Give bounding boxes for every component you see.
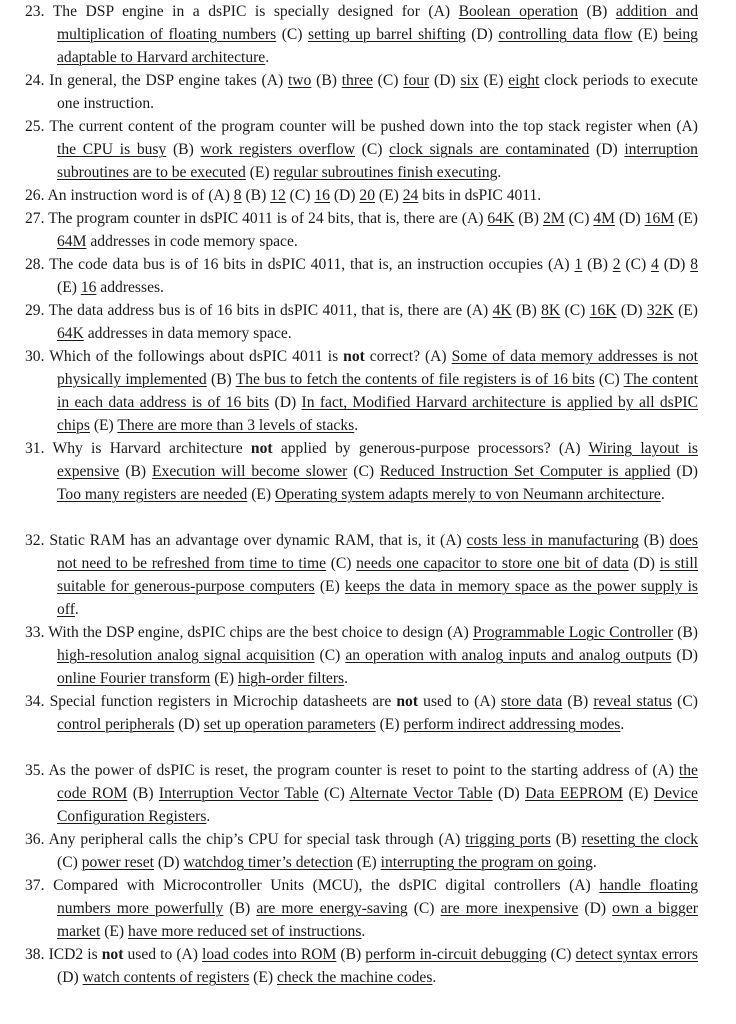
question-text: .: [206, 808, 211, 825]
question-text: (D): [57, 969, 83, 986]
question-text: (B): [578, 3, 616, 20]
answer-option: control peripherals: [57, 716, 175, 733]
question-text: (E): [674, 210, 698, 227]
answer-option: 2M: [542, 210, 565, 227]
question-number: 32.: [25, 532, 45, 549]
question-text: The code data bus is of 16 bits in dsPIC 4011, that is, an instruction occupies (A): [49, 256, 575, 273]
question-text: addresses in data memory space.: [83, 325, 292, 342]
answer-option: are more energy-saving: [256, 900, 408, 917]
answer-option: 2: [612, 256, 621, 273]
question-number: 37.: [25, 877, 45, 894]
answer-option: Boolean operation: [458, 3, 578, 20]
question-number: 36.: [25, 831, 45, 848]
question-text: (D): [628, 555, 660, 572]
answer-option: 12: [270, 187, 286, 204]
question-number: 35.: [25, 762, 45, 779]
answer-option: The content in each data address is of 16 bits: [57, 371, 698, 411]
answer-option: Reduced Instruction Set Computer is applied: [380, 463, 671, 480]
question-text: (C): [285, 187, 315, 204]
question-text: correct? (A): [364, 348, 452, 365]
question-text: (E): [210, 670, 239, 687]
question-text: (D): [174, 716, 204, 733]
emphasis-text: not: [396, 693, 419, 710]
answer-option: 32K: [646, 302, 674, 319]
question-text: .: [497, 164, 502, 181]
answer-option: 4K: [492, 302, 512, 319]
answer-option: 8K: [541, 302, 561, 319]
question-text: .: [361, 923, 366, 940]
answer-option: 16: [314, 187, 330, 204]
question-text: (E): [375, 716, 404, 733]
answer-option: Alternate Vector Table: [349, 785, 493, 802]
answer-option: two: [287, 72, 312, 89]
answer-option: is still suitable for generous-purpose computers: [57, 555, 698, 595]
question-text: (B): [638, 532, 670, 549]
answer-option: detect syntax errors: [575, 946, 698, 963]
answer-option: regular subroutines finish executing: [273, 164, 498, 181]
answer-option: resetting the clock: [581, 831, 699, 848]
question-text: (D): [578, 900, 613, 917]
emphasis-text: not: [343, 348, 365, 365]
question-text: (B): [514, 210, 543, 227]
answer-option: Execution will become slower: [152, 463, 348, 480]
question-text: (C): [355, 141, 390, 158]
question-text: (B): [562, 693, 594, 710]
answer-option: interruption subroutines are to be executed: [57, 141, 698, 181]
question-text: The program counter in dsPIC 4011 is of 24 bits, that is, there are (A): [48, 210, 488, 227]
answer-option: six: [460, 72, 479, 89]
question-number: 28.: [25, 256, 45, 273]
question-text: (C): [672, 693, 698, 710]
question-text: (C): [372, 72, 404, 89]
answer-option: store data: [500, 693, 563, 710]
question-text: As the power of dsPIC is reset, the program counter is reset to point to the starting address of (A): [48, 762, 679, 779]
answer-option: three: [341, 72, 373, 89]
question-text: (B): [311, 72, 342, 89]
answer-option: 16: [80, 279, 97, 296]
question-text: (E): [247, 486, 276, 503]
question-24: [25, 69, 698, 115]
answer-option: check the machine codes: [276, 969, 433, 986]
question-text: (D): [269, 394, 302, 411]
answer-option: 64M: [57, 233, 87, 250]
answer-option: 24: [402, 187, 419, 204]
answer-option: 8: [690, 256, 698, 273]
question-33: [25, 621, 698, 690]
answer-option: 4: [651, 256, 659, 273]
answer-option: There are more than 3 levels of stacks: [117, 417, 355, 434]
question-text: (C): [347, 463, 381, 480]
question-text: (E): [249, 969, 277, 986]
question-text: (B): [336, 946, 366, 963]
question-38: [25, 943, 698, 989]
question-text: (E): [673, 302, 698, 319]
question-text: (D): [154, 854, 184, 871]
question-text: (E): [352, 854, 381, 871]
question-26: [25, 184, 698, 207]
question-text: (D): [329, 187, 360, 204]
answer-option: high-resolution analog signal acquisition: [57, 647, 315, 664]
answer-option: 1: [574, 256, 583, 273]
question-35: [25, 759, 698, 828]
answer-option: Operating system adapts merely to von Neumann architecture: [275, 486, 661, 503]
question-number: 29.: [25, 302, 45, 319]
question-text: .: [74, 601, 79, 618]
question-32: [25, 529, 698, 621]
answer-option: perform in-circuit debugging: [365, 946, 547, 963]
answer-option: 20: [359, 187, 375, 204]
question-29: [25, 299, 698, 345]
answer-option: Data EEPROM: [525, 785, 624, 802]
question-37: [25, 874, 698, 943]
question-text: (E): [245, 164, 274, 181]
question-31: [25, 437, 698, 506]
question-text: With the DSP engine, dsPIC chips are the best choice to design (A): [48, 624, 473, 641]
question-23: [25, 0, 698, 69]
answer-option: keeps the data in memory space as the power supply is off: [57, 578, 698, 618]
question-text: (C): [407, 900, 441, 917]
answer-option: high-order filters: [238, 670, 345, 687]
answer-option: controlling data flow: [498, 26, 633, 43]
question-text: (D): [465, 26, 499, 43]
answer-option: clock signals are contaminated: [389, 141, 590, 158]
question-text: .: [660, 486, 665, 503]
answer-option: 16M: [644, 210, 675, 227]
answer-option: 16K: [589, 302, 617, 319]
question-text: (C): [57, 854, 82, 871]
question-text: (E): [314, 578, 345, 595]
question-text: (D): [492, 785, 526, 802]
answer-option: needs one capacitor to store one bit of data: [356, 555, 629, 572]
question-30: [25, 345, 698, 437]
question-text: (D): [658, 256, 691, 273]
question-number: 25.: [25, 118, 45, 135]
question-text: Any peripheral calls the chip’s CPU for special task through (A): [48, 831, 466, 848]
question-text: .: [354, 417, 359, 434]
question-number: 31.: [25, 440, 45, 457]
question-text: (B): [166, 141, 201, 158]
emphasis-text: not: [250, 440, 273, 457]
question-text: (C): [314, 647, 346, 664]
answer-option: setting up barrel shifting: [308, 26, 466, 43]
question-text: (C): [326, 555, 357, 572]
question-text: clock periods to execute one instruction.: [57, 72, 698, 112]
answer-option: the CPU is busy: [57, 141, 167, 158]
question-text: (C): [318, 785, 350, 802]
question-text: used to (A): [123, 946, 203, 963]
question-text: (B): [241, 187, 271, 204]
question-text: Static RAM has an advantage over dynamic RAM, that is, it (A): [49, 532, 467, 549]
answer-option: 8: [233, 187, 242, 204]
answer-option: own a bigger market: [57, 900, 698, 940]
answer-option: Some of data memory addresses is not physically implemented: [57, 348, 699, 388]
answer-option: does not need to be refreshed from time to time: [57, 532, 698, 572]
answer-option: power reset: [81, 854, 154, 871]
answer-option: handle floating numbers more powerfully: [57, 877, 698, 917]
question-text: (D): [615, 210, 645, 227]
answer-option: costs less in manufacturing: [466, 532, 639, 549]
answer-option: online Fourier transform: [57, 670, 211, 687]
question-text: .: [265, 49, 270, 66]
question-text: In general, the DSP engine takes (A): [49, 72, 288, 89]
emphasis-text: not: [101, 946, 124, 963]
question-number: 23.: [25, 3, 45, 20]
question-text: (C): [560, 302, 590, 319]
answer-option: eight: [508, 72, 540, 89]
question-text: Why is Harvard architecture: [52, 440, 251, 457]
question-text: (D): [589, 141, 625, 158]
answer-option: 4M: [593, 210, 616, 227]
question-number: 27.: [25, 210, 45, 227]
question-text: (B): [550, 831, 582, 848]
question-text: The DSP engine in a dsPIC is specially designed for (A): [52, 3, 459, 20]
answer-option: Interruption Vector Table: [158, 785, 319, 802]
question-text: (C): [276, 26, 309, 43]
answer-option: set up operation parameters: [203, 716, 376, 733]
question-text: (E): [57, 279, 81, 296]
question-text: An instruction word is of (A): [47, 187, 234, 204]
question-34: [25, 690, 698, 736]
question-text: ICD2 is: [48, 946, 102, 963]
question-text: (C): [546, 946, 576, 963]
question-36: [25, 828, 698, 874]
answer-option: addition and multiplication of floating numbers: [57, 3, 698, 43]
answer-option: the code ROM: [57, 762, 698, 802]
answer-option: an operation with analog inputs and analog outputs: [345, 647, 672, 664]
question-text: (E): [375, 187, 403, 204]
question-text: applied by generous-purpose processors? (A): [272, 440, 589, 457]
question-text: (B): [223, 900, 257, 917]
question-text: (E): [478, 72, 509, 89]
question-number: 30.: [25, 348, 45, 365]
question-number: 24.: [25, 72, 45, 89]
answer-option: four: [403, 72, 430, 89]
question-text: (E): [632, 26, 664, 43]
question-28: [25, 253, 698, 299]
question-text: bits in dsPIC 4011.: [418, 187, 542, 204]
answer-option: being adaptable to Harvard architecture: [57, 26, 698, 66]
question-number: 26.: [25, 187, 45, 204]
answer-option: work registers overflow: [200, 141, 355, 158]
question-text: .: [592, 854, 597, 871]
answer-option: watchdog timer’s detection: [183, 854, 353, 871]
answer-option: watch contents of registers: [82, 969, 250, 986]
question-number: 34.: [25, 693, 45, 710]
question-text: addresses.: [96, 279, 164, 296]
answer-option: Device Configuration Registers: [57, 785, 698, 825]
question-27: [25, 207, 698, 253]
question-text: Which of the followings about dsPIC 4011 is: [49, 348, 344, 365]
question-text: (D): [429, 72, 461, 89]
question-text: (E): [100, 923, 129, 940]
question-text: .: [620, 716, 625, 733]
question-25: [25, 115, 698, 184]
answer-option: Too many registers are needed: [57, 486, 248, 503]
question-text: .: [432, 969, 437, 986]
question-text: (B): [582, 256, 613, 273]
answer-option: 64K: [57, 325, 84, 342]
question-text: (B): [206, 371, 236, 388]
answer-option: have more reduced set of instructions: [128, 923, 362, 940]
answer-option: 64K: [487, 210, 515, 227]
answer-option: trigging ports: [465, 831, 551, 848]
answer-option: Wiring layout is expensive: [57, 440, 698, 480]
answer-option: The bus to fetch the contents of file registers is of 16 bits: [235, 371, 595, 388]
question-text: addresses in code memory space.: [86, 233, 298, 250]
answer-option: perform indirect addressing modes: [403, 716, 621, 733]
question-text: (E): [89, 417, 118, 434]
question-text: (D): [670, 463, 698, 480]
question-text: (C): [620, 256, 652, 273]
question-text: The data address bus is of 16 bits in dsPIC 4011, that is, there are (A): [48, 302, 493, 319]
question-text: (C): [564, 210, 594, 227]
question-text: Special function registers in Microchip datasheets are: [49, 693, 397, 710]
question-text: (B): [511, 302, 542, 319]
question-number: 38.: [25, 946, 45, 963]
answer-option: In fact, Modified Harvard architecture is applied by all dsPIC chips: [57, 394, 698, 434]
question-text: (B): [127, 785, 159, 802]
question-text: (D): [671, 647, 698, 664]
question-text: (B): [119, 463, 153, 480]
question-number: 33.: [25, 624, 45, 641]
question-text: (D): [616, 302, 647, 319]
question-text: Compared with Microcontroller Units (MCU), the dsPIC digital controllers (A): [53, 877, 600, 894]
question-text: The current content of the program counter will be pushed down into the top stack register when (A): [49, 118, 698, 135]
answer-option: interrupting the program on going: [380, 854, 593, 871]
answer-option: reveal status: [593, 693, 673, 710]
answer-option: load codes into ROM: [202, 946, 337, 963]
question-text: (C): [594, 371, 624, 388]
answer-option: Programmable Logic Controller: [472, 624, 674, 641]
question-text: used to (A): [418, 693, 501, 710]
question-text: (B): [673, 624, 698, 641]
answer-option: are more inexpensive: [440, 900, 579, 917]
question-text: .: [344, 670, 349, 687]
question-text: (E): [623, 785, 654, 802]
